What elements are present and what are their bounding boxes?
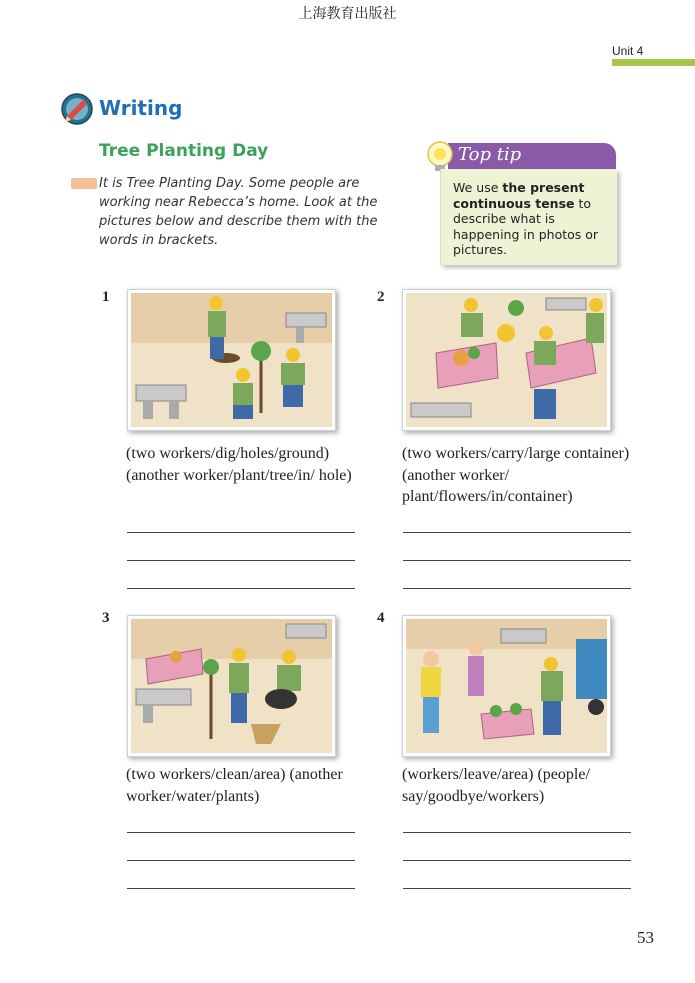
answer-line[interactable] (403, 888, 631, 889)
answer-line[interactable] (403, 832, 631, 833)
answer-line[interactable] (127, 560, 355, 561)
section-heading: Writing (99, 96, 183, 120)
exercise-number: 2 (377, 289, 385, 305)
exercise-picture-1 (127, 289, 336, 431)
answer-line[interactable] (127, 860, 355, 861)
pencil-icon (60, 92, 94, 126)
answer-line[interactable] (403, 532, 631, 533)
answer-line[interactable] (403, 560, 631, 561)
unit-label: Unit 4 (612, 44, 644, 58)
instructions: It is Tree Planting Day. Some people are working near Rebecca’s home. Look at the pictures below and describe them with the words in brackets. (99, 176, 378, 248)
exercise-number: 1 (102, 289, 110, 305)
section-title: Tree Planting Day (99, 141, 269, 161)
publisher-name: 上海教育出版社 (298, 6, 397, 22)
answer-line[interactable] (127, 832, 355, 833)
exercise-picture-4 (402, 615, 611, 757)
answer-line[interactable] (127, 588, 355, 589)
exercise-number: 4 (377, 610, 385, 626)
answer-line[interactable] (403, 860, 631, 861)
exercise-number: 3 (102, 610, 110, 626)
exercise-picture-3 (127, 615, 336, 757)
exercise-prompt: (workers/leave/area) (people/ say/goodbye/workers) (402, 766, 590, 805)
answer-line[interactable] (127, 888, 355, 889)
answer-line[interactable] (127, 532, 355, 533)
exercise-picture-2 (402, 289, 611, 431)
answer-line[interactable] (403, 588, 631, 589)
exercise-prompt: (two workers/clean/area) (another worker/water/plants) (126, 766, 343, 805)
exercise-prompt: (two workers/dig/holes/ground) (another worker/plant/tree/in/ hole) (126, 445, 352, 484)
instruction-marker (71, 178, 97, 189)
page-number: 53 (637, 928, 654, 947)
top-tip-label: Top tip (458, 144, 522, 165)
exercise-prompt: (two workers/carry/large container) (another worker/ plant/flowers/in/container) (402, 445, 630, 505)
top-tip-text: We use the present continuous tense to describe what is happening in photos or pictures. (453, 180, 599, 257)
unit-bar (612, 59, 695, 66)
